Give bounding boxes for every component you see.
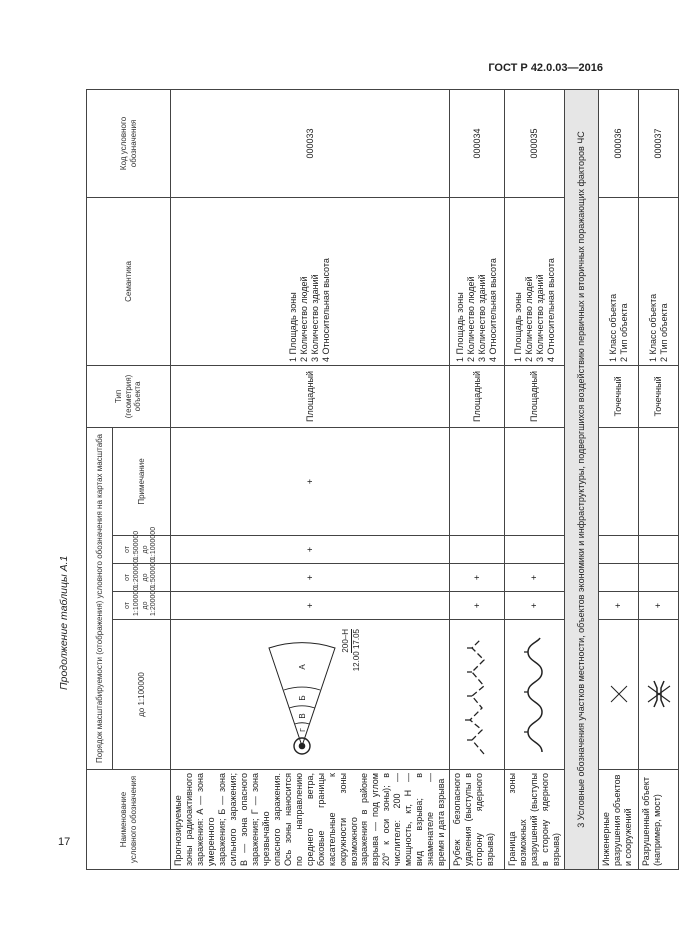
semantic-item: 2 Количество людей (523, 276, 534, 362)
row-note: + (171, 427, 450, 535)
row-scale-1: + (599, 592, 639, 620)
header-row-1 (87, 89, 113, 869)
row-semantics (639, 197, 679, 365)
row-name: Инженерные разрушения объектов и сооружений (599, 770, 639, 870)
row-code: 000034 (450, 89, 505, 197)
destroyed-bridge-icon (644, 678, 674, 712)
row-scale-2 (599, 564, 639, 592)
semantic-item: 2 Тип объекта (658, 303, 669, 362)
semantic-item: 3 Количество зданий (477, 274, 488, 362)
row-code: 000036 (599, 89, 639, 197)
semantic-item: 1 Класс объекта (607, 293, 618, 362)
row-type: Площадный (450, 365, 505, 427)
semantic-item: 1 Площадь зоны (288, 292, 299, 362)
semantic-item: 2 Количество людей (466, 276, 477, 362)
header-semantics: Семантика (87, 197, 171, 365)
explosion-params (341, 623, 362, 766)
header-name: Наименование условного обозначения (87, 770, 171, 870)
header-scale-500k-1m: от 1:500000 до 1:1000000 (113, 536, 171, 564)
engineering-destruction-icon (604, 680, 634, 710)
row-note (639, 427, 679, 535)
semantic-item: 2 Тип объекта (618, 303, 629, 362)
semantic-item: 1 Класс объекта (647, 293, 658, 362)
page-number: 17 (58, 836, 71, 848)
row-name: Граница зоны возможных разрушений (выступы в сторону ядерного взрыва) (505, 770, 565, 870)
header-note: Примечание (113, 427, 171, 535)
symbols-table (86, 89, 679, 870)
row-symbol (171, 620, 450, 770)
row-scale-2: + (450, 564, 505, 592)
explosion-denominator: 12.00 17.05 (351, 629, 361, 672)
safe-line-icon (454, 620, 500, 766)
row-type: Точечный (639, 365, 679, 427)
row-type: Площадный (171, 365, 450, 427)
header-code: Код условного обозначения (87, 89, 171, 197)
row-symbol (450, 620, 505, 770)
table-caption: Продолжение таблицы А.1 (58, 555, 70, 690)
rotated-table-container (86, 90, 669, 870)
zone-v-label: В (297, 713, 307, 719)
semantic-item: 4 Относительная высота (488, 258, 499, 362)
section-row (565, 89, 599, 869)
row-symbol (599, 620, 639, 770)
semantic-item: 1 Площадь зоны (455, 292, 466, 362)
header-scale-100k: до 1:100000 (113, 620, 171, 770)
row-scale-2: + (171, 564, 450, 592)
semantic-item: 4 Относительная высота (321, 258, 332, 362)
row-type: Точечный (599, 365, 639, 427)
row-scale-2 (639, 564, 679, 592)
row-symbol (639, 620, 679, 770)
table-row (171, 89, 450, 869)
row-name: Рубеж безопасного удаления (выступы в сторону ядерного взрыва) (450, 770, 505, 870)
row-semantics (450, 197, 505, 365)
row-note (450, 427, 505, 535)
row-type: Площадный (505, 365, 565, 427)
row-scale-3 (599, 536, 639, 564)
header-scale-100k-200k: от 1:100000 до 1:200000 (113, 592, 171, 620)
table-row (450, 89, 505, 869)
row-scale-1: + (505, 592, 565, 620)
standard-designation: ГОСТ Р 42.0.03—2016 (488, 62, 603, 74)
row-scale-3: + (171, 536, 450, 564)
row-scale-1: + (639, 592, 679, 620)
radiation-zone-fan-icon (259, 620, 345, 766)
semantic-item: 3 Количество зданий (534, 274, 545, 362)
semantic-item: 4 Относительная высота (545, 258, 556, 362)
row-code: 000035 (505, 89, 565, 197)
table-row (599, 89, 639, 869)
header-order: Порядок масштабируемости (отображения) условного обозначения на картах масштаба (87, 427, 113, 769)
row-note (599, 427, 639, 535)
zone-b-label: Б (297, 695, 307, 701)
row-symbol (505, 620, 565, 770)
semantic-item: 1 Площадь зоны (512, 292, 523, 362)
table-row (505, 89, 565, 869)
row-scale-3 (505, 536, 565, 564)
row-name: Разрушенный объект (например, мост) (639, 770, 679, 870)
explosion-numerator: 200–Н (340, 629, 350, 653)
table-row (639, 89, 679, 869)
row-name: Прогнозируемые зоны радиоактивного заражения: А — зона умеренного заражения; Б — зона сильного заражения; В — зона опасного заражения; Г — зона чрезвычайно опасного заражения. Ось зоны наносится по направлению среднего ветра, боковые границы касательные к окружности зоны возможного заражения в районе взрыва — под углом 20° к оси зоны); в числителе: 200 — мощность, кт, Н — вид взрыва; в знаменателе — время и дата взрыва (171, 770, 450, 870)
row-scale-1: + (171, 592, 450, 620)
row-code: 000033 (171, 89, 450, 197)
row-note (505, 427, 565, 535)
row-semantics (505, 197, 565, 365)
destruction-boundary-icon (512, 620, 558, 766)
row-scale-3 (450, 536, 505, 564)
row-scale-1: + (450, 592, 505, 620)
header-type: Тип (геометрия) объекта (87, 365, 171, 427)
zone-a-label: А (297, 664, 307, 670)
row-scale-3 (639, 536, 679, 564)
row-semantics (599, 197, 639, 365)
zone-g-label: Г (299, 728, 307, 732)
semantic-item: 3 Количество зданий (310, 274, 321, 362)
section-title: 3 Условные обозначения участков местности, объектов экономики и инфраструктуры, подвергшихся воздействию первичных и вторичных поражающих факторов ЧС (565, 89, 599, 869)
row-scale-2: + (505, 564, 565, 592)
semantic-item: 2 Количество людей (299, 276, 310, 362)
row-code: 000037 (639, 89, 679, 197)
header-scale-200k-500k: от 1:200000 до 1:500000 (113, 564, 171, 592)
row-semantics (171, 197, 450, 365)
